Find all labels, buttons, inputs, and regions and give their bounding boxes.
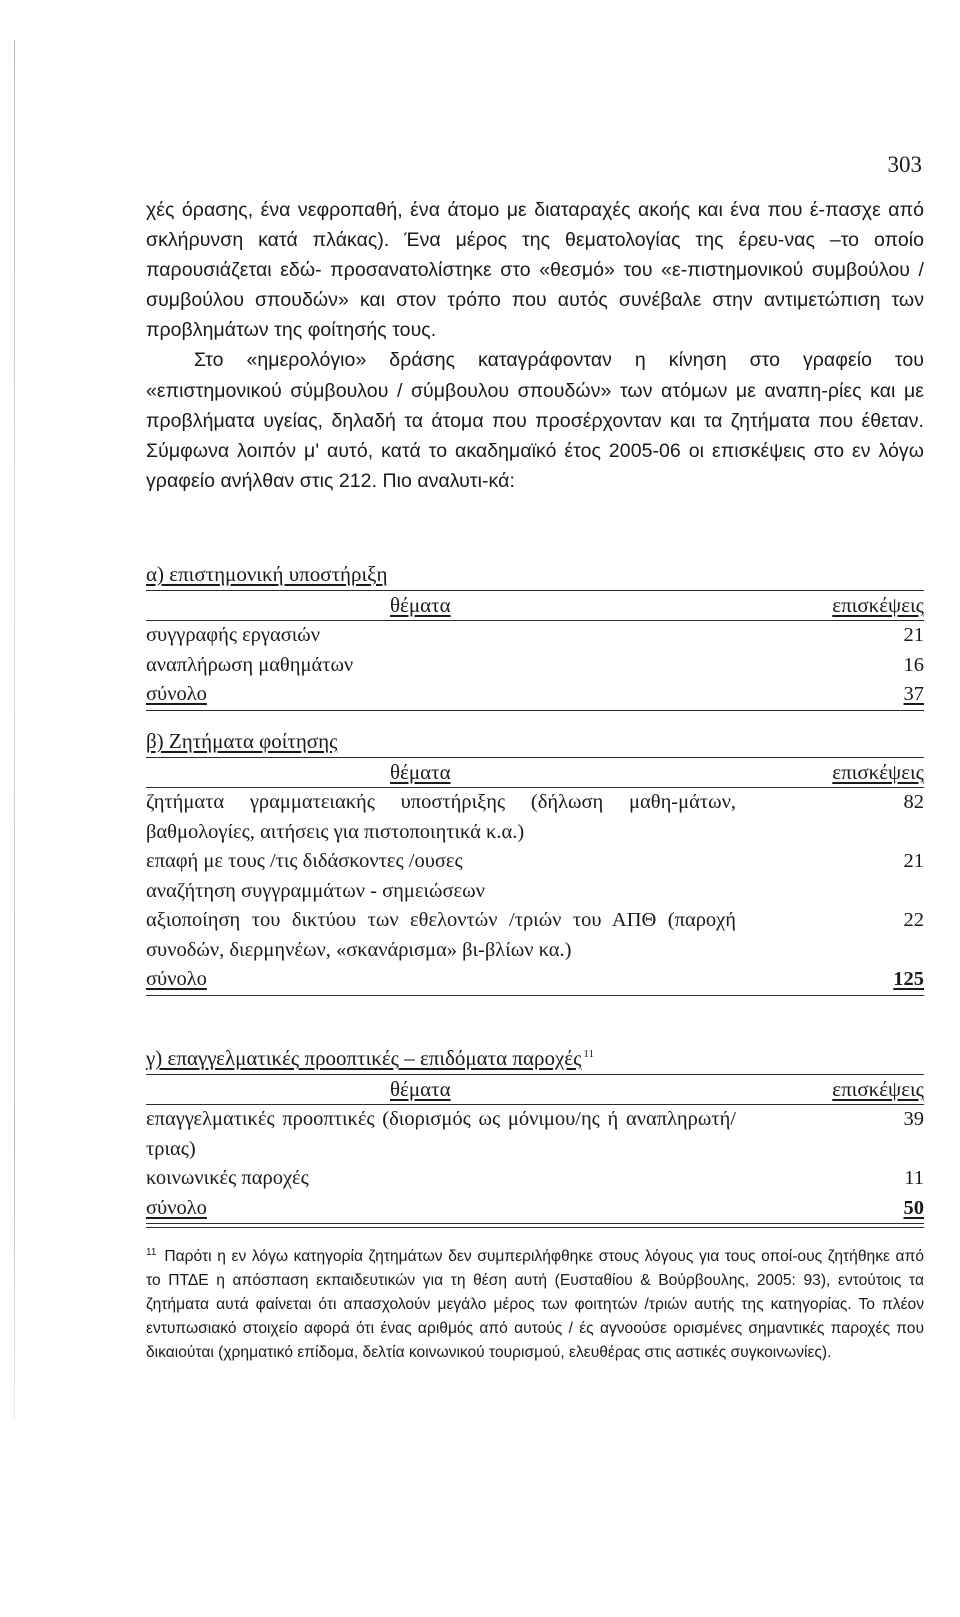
scan-edge-line bbox=[14, 40, 15, 1420]
row-topic: επαφή με τους /τις διδάσκοντες /ουσες bbox=[146, 850, 463, 872]
table-row bbox=[146, 906, 924, 965]
table-total-row bbox=[146, 1194, 924, 1225]
row-topic: κοινωνικές παροχές bbox=[146, 1167, 309, 1189]
table-row bbox=[146, 1105, 924, 1164]
total-value: 37 bbox=[903, 683, 924, 705]
page-number: 303 bbox=[887, 152, 922, 177]
column-header-topics: θέματα bbox=[390, 1077, 451, 1101]
row-visits: 39 bbox=[903, 1108, 924, 1130]
table-row bbox=[146, 788, 924, 847]
footnote-marker: 11 bbox=[146, 1247, 157, 1258]
footnote bbox=[146, 1241, 924, 1365]
column-header-visits: επισκέψεις bbox=[832, 593, 924, 617]
table-header bbox=[146, 758, 924, 788]
row-visits: 21 bbox=[903, 624, 924, 646]
footnote-text: Παρότι η εν λόγω κατηγορία ζητημάτων δεν συμπεριλήφθηκε στους λόγους για τους οποί-ους ζητήθηκε από το ΠΤΔΕ η απόσπαση εκπαιδευτικών για τη θέση αυτή (Ευσταθίου & Βούρβουλης, 2005: 93), εντούτοις τα ζητήματα αυτά φαίνεται ότι απασχολούν μεγάλο μέρος των φοιτητών /τριών αυτής της κατηγορίας. Το πλέον εντυπωσιακό στοιχείο αφορά ότι ένας αριθμός από αυτούς / ές αγνοούσε ορισμένες σημαντικές παροχές που δικαιούται (χρηματικό επίδομα, δελτία κοινωνικού τουρισμού, ελευθέρας στις αστικές συγκοινωνίες). bbox=[146, 1248, 924, 1362]
row-topic: αξιοποίηση του δικτύου των εθελοντών /τριών του ΑΠΘ (παροχή συνοδών, διερμηνέων, «σκανάρισμα» βι-βλίων κα.) bbox=[146, 909, 736, 961]
table-study-issues bbox=[146, 727, 924, 996]
table-row bbox=[146, 651, 924, 681]
table-row bbox=[146, 877, 924, 907]
total-label: σύνολο bbox=[146, 968, 207, 990]
table-scientific-support bbox=[146, 560, 924, 711]
table-header bbox=[146, 591, 924, 621]
table-row bbox=[146, 847, 924, 877]
row-topic: συγγραφής εργασιών bbox=[146, 624, 321, 646]
column-header-topics: θέματα bbox=[390, 760, 451, 784]
table-header bbox=[146, 1075, 924, 1105]
row-topic: αναζήτηση συγγραμμάτων - σημειώσεων bbox=[146, 879, 485, 902]
table-total-row bbox=[146, 965, 924, 996]
total-value: 125 bbox=[893, 968, 924, 990]
body-paragraph-2: Στο «ημερολόγιο» δράσης καταγράφονταν η κίνηση στο γραφείο του «επιστημονικού σύμβουλου / σύμβουλου σπουδών» των ατόμων με αναπη-ρίες και με προβλήματα υγείας, δηλαδή τα άτομα που προσέρχονταν και τα ζητήματα που έθεταν. Σύμφωνα λοιπόν μ' αυτό, κατά το ακαδημαϊκό έτος 2005-06 οι επισκέψεις στο εν λόγω γραφείο ανήλθαν στις 212. Πιο αναλυτι-κά: bbox=[146, 349, 924, 492]
row-visits: 82 bbox=[903, 791, 924, 813]
body-paragraph-1: χές όρασης, ένα νεφροπαθή, ένα άτομο με διαταραχές ακοής και ένα που έ-πασχε από σκλήρυνση κατά πλάκας). Ένα μέρος της θεματολογίας της έρευ-νας –το οποίο παρουσιάζεται εδώ- προσανατολίστηκε στο «θεσμό» του «ε-πιστημονικού συμβούλου / συμβούλου σπουδών» και στον τρόπο που αυτός συνέβαλε στην αντιμετώπιση των προβλημάτων της φοίτησής τους. bbox=[146, 199, 924, 342]
row-topic: επαγγελματικές προοπτικές (διορισμός ως μόνιμου/ης ή αναπληρωτή/τριας) bbox=[146, 1108, 736, 1160]
total-label: σύνολο bbox=[146, 683, 207, 705]
column-header-topics: θέματα bbox=[390, 593, 451, 617]
table-row bbox=[146, 621, 924, 651]
row-visits: 16 bbox=[903, 653, 924, 676]
row-topic: ζητήματα γραμματειακής υποστήριξης (δήλωση μαθη-μάτων, βαθμολογίες, αιτήσεις για πιστοποιητικά κ.α.) bbox=[146, 791, 736, 843]
table-title bbox=[146, 1040, 594, 1072]
total-value: 50 bbox=[903, 1196, 924, 1219]
table-title: β) Ζητήματα φοίτησης bbox=[146, 729, 338, 753]
column-header-visits: επισκέψεις bbox=[832, 1077, 924, 1101]
footnote-divider bbox=[146, 1227, 924, 1228]
column-header-visits: επισκέψεις bbox=[832, 760, 924, 784]
table-row bbox=[146, 1164, 924, 1194]
total-label: σύνολο bbox=[146, 1196, 207, 1219]
table-total-row bbox=[146, 680, 924, 711]
footnote-reference[interactable]: 11 bbox=[583, 1048, 595, 1060]
body-text bbox=[146, 195, 924, 496]
row-topic: αναπλήρωση μαθημάτων bbox=[146, 653, 354, 676]
row-visits: 22 bbox=[903, 909, 924, 931]
table-title: α) επιστημονική υποστήριξη bbox=[146, 562, 388, 586]
table-title-text: γ) επαγγελματικές προοπτικές – επιδόματα παροχές bbox=[146, 1046, 582, 1070]
row-visits: 11 bbox=[904, 1167, 924, 1189]
table-professional-prospects bbox=[146, 1040, 924, 1224]
row-visits: 21 bbox=[903, 850, 924, 872]
